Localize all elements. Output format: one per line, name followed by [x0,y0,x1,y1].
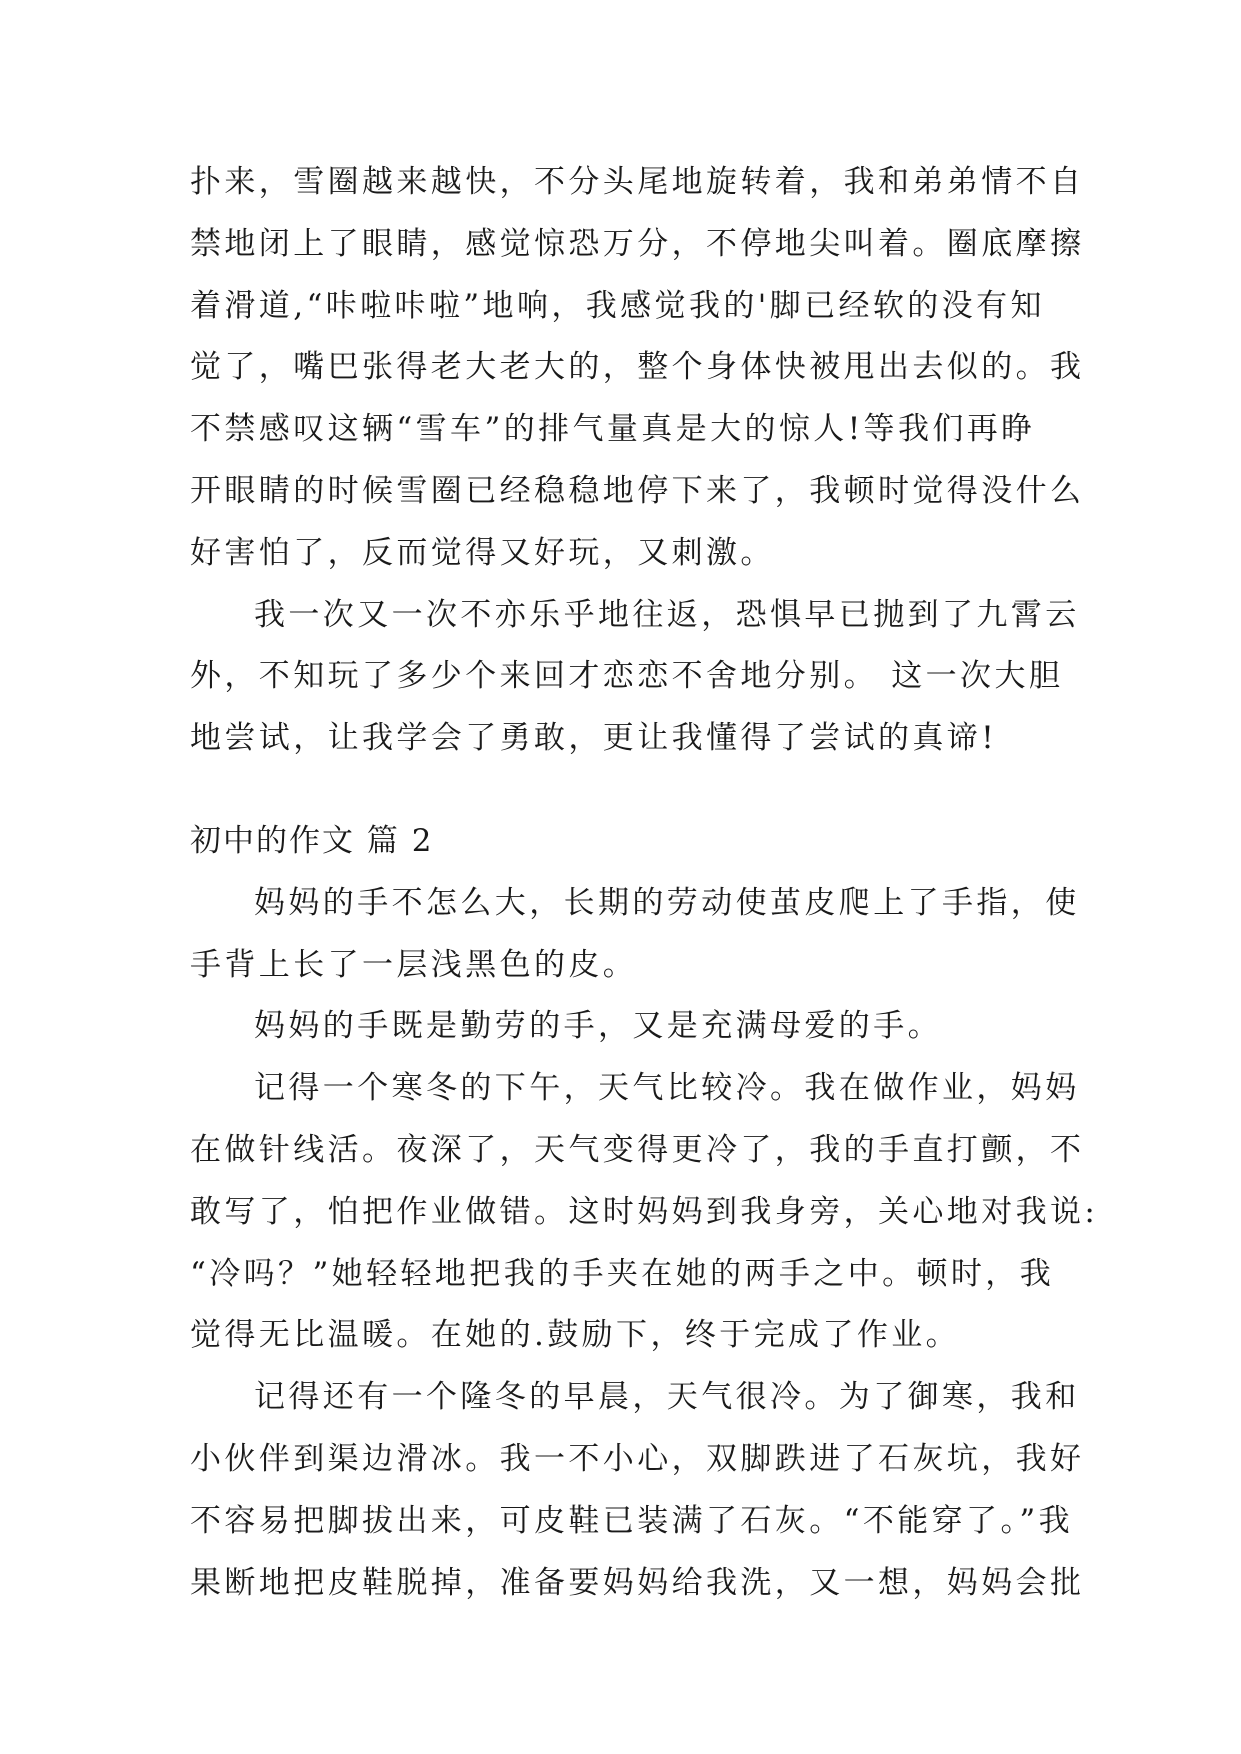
paragraph-line: 好害怕了，反而觉得又好玩，又刺激。 [190,534,775,571]
paragraph-line: 不禁感叹这辆“雪车”的排气量真是大的惊人!等我们再睁 [190,411,1036,448]
paragraph-line: 记得还有一个隆冬的早晨，天气很冷。为了御寒，我和 [254,1379,1080,1416]
paragraph-line: “冷吗？”她轻轻地把我的手夹在她的两手之中。顿时，我 [190,1255,1055,1292]
section-heading: 初中的作文 篇 2 [190,822,434,859]
paragraph-line: 地尝试，让我学会了勇敢，更让我懂得了尝试的真谛! [190,720,998,757]
paragraph-line: 记得一个寒冬的下午，天气比较冷。我在做作业，妈妈 [254,1070,1080,1107]
paragraph-line: 觉得无比温暖。在她的.鼓励下，终于完成了作业。 [190,1317,961,1354]
paragraph-line: 不容易把脚拔出来，可皮鞋已装满了石灰。“不能穿了。”我 [190,1502,1073,1539]
paragraph-line: 我一次又一次不亦乐乎地往返，恐惧早已抛到了九霄云 [254,596,1080,633]
paragraph-line: 在做针线活。夜深了，天气变得更冷了，我的手直打颤，不 [190,1131,1085,1168]
paragraph-line: 妈妈的手既是勤劳的手，又是充满母爱的手。 [254,1008,942,1045]
paragraph-line: 小伙伴到渠边滑冰。我一不小心，双脚跌进了石灰坑，我好 [190,1440,1085,1477]
paragraph-line: 果断地把皮鞋脱掉，准备要妈妈给我洗，又一想，妈妈会批 [190,1564,1085,1601]
paragraph-line: 觉了，嘴巴张得老大老大的，整个身体快被甩出去似的。我 [190,349,1085,386]
paragraph-line: 手背上长了一层浅黑色的皮。 [190,946,638,983]
paragraph-line: 妈妈的手不怎么大，长期的劳动使茧皮爬上了手指，使 [254,884,1080,921]
paragraph-line: 敢写了，怕把作业做错。这时妈妈到我身旁，关心地对我说: [190,1193,1099,1230]
document-body [190,152,1099,1614]
paragraph-line: 着滑道,“咔啦咔啦”地响，我感觉我的'脚已经软的没有知 [190,287,1045,324]
paragraph-line: 禁地闭上了眼睛，感觉惊恐万分，不停地尖叫着。圈底摩擦 [190,225,1085,262]
paragraph-line: 扑来，雪圈越来越快，不分头尾地旋转着，我和弟弟情不自 [190,164,1085,200]
paragraph-line: 开眼睛的时候雪圈已经稳稳地停下来了，我顿时觉得没什么 [190,472,1085,509]
paragraph-line: 外，不知玩了多少个来回才恋恋不舍地分别。 这一次大胆 [190,658,1064,695]
